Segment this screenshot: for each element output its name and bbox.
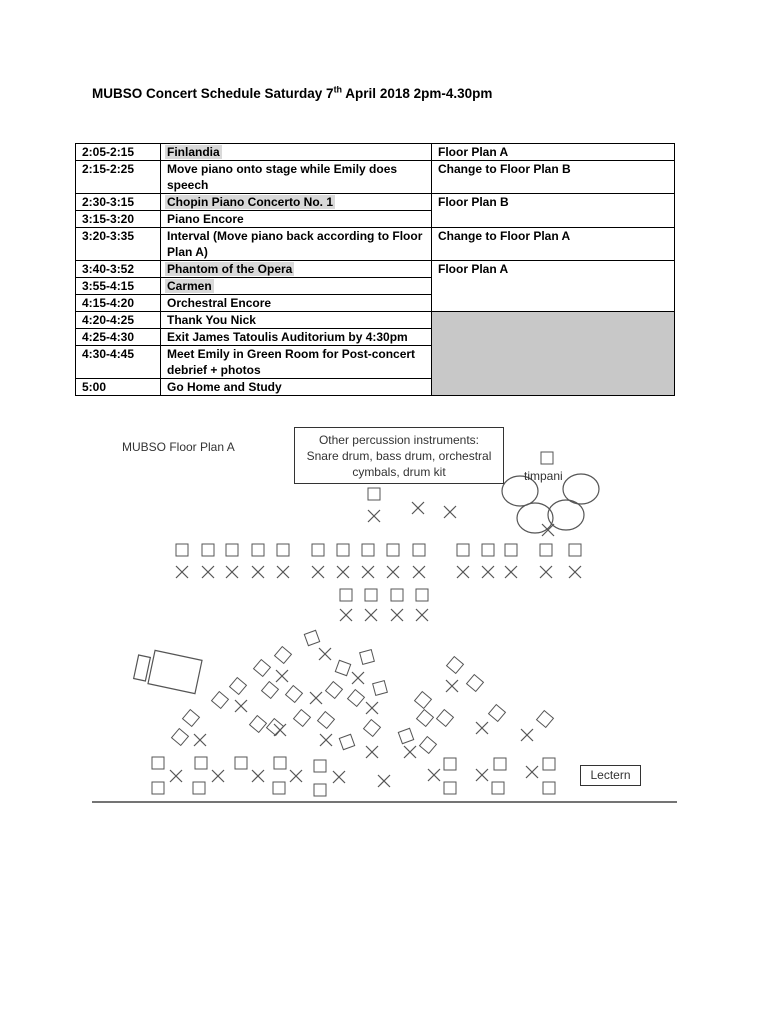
player-cross [226, 566, 238, 578]
chair-box [569, 544, 581, 556]
item-highlight: Carmen [167, 279, 212, 293]
chair-box [286, 686, 303, 703]
chair-box [277, 544, 289, 556]
piano-body [148, 650, 202, 693]
chair-box [360, 650, 375, 665]
player-cross [387, 566, 399, 578]
player-cross [569, 566, 581, 578]
chair-box [202, 544, 214, 556]
time-cell: 2:15-2:25 [76, 161, 161, 194]
player-cross [252, 566, 264, 578]
player-cross [413, 566, 425, 578]
player-cross [416, 609, 428, 621]
chair-box [274, 757, 286, 769]
chair-box [339, 734, 354, 749]
chair-box [152, 757, 164, 769]
item-cell: Move piano onto stage while Emily does speech [161, 161, 432, 194]
chair-box [318, 712, 335, 729]
chair-box [457, 544, 469, 556]
chair-box [294, 710, 311, 727]
player-cross [476, 769, 488, 781]
lectern-label: Lectern [590, 768, 631, 782]
plan-cell: Floor Plan A [432, 144, 675, 161]
chair-box [193, 782, 205, 794]
player-cross [521, 729, 533, 741]
chair-box [252, 544, 264, 556]
player-cross [505, 566, 517, 578]
chair-box [362, 544, 374, 556]
chair-box [489, 705, 506, 722]
chair-box [444, 758, 456, 770]
player-cross [194, 734, 206, 746]
chair-box [262, 682, 279, 699]
player-cross [333, 771, 345, 783]
player-cross [428, 769, 440, 781]
time-cell: 2:05-2:15 [76, 144, 161, 161]
item-cell: Interval (Move piano back according to Floor Plan A) [161, 228, 432, 261]
player-cross [476, 722, 488, 734]
item-cell: Orchestral Encore [161, 295, 432, 312]
player-cross [202, 566, 214, 578]
chair-box [437, 710, 454, 727]
plan-cell: Floor Plan B [432, 194, 675, 228]
chair-box [413, 544, 425, 556]
time-cell: 3:15-3:20 [76, 211, 161, 228]
chair-box [183, 710, 200, 727]
player-cross [340, 609, 352, 621]
player-cross [540, 566, 552, 578]
chair-box [314, 784, 326, 796]
player-cross [378, 775, 390, 787]
time-cell: 4:20-4:25 [76, 312, 161, 329]
player-cross [352, 672, 364, 684]
player-cross [404, 746, 416, 758]
player-cross [412, 502, 424, 514]
time-cell: 5:00 [76, 379, 161, 396]
time-cell: 3:20-3:35 [76, 228, 161, 261]
chair-box [254, 660, 271, 677]
timpani-circle [563, 474, 599, 504]
player-cross [290, 770, 302, 782]
chair-box [365, 589, 377, 601]
plan-cell: Change to Floor Plan B [432, 161, 675, 194]
chair-box [267, 719, 284, 736]
player-cross [319, 648, 331, 660]
piano-bench [134, 655, 151, 681]
player-cross [444, 506, 456, 518]
chair-box [250, 716, 267, 733]
player-cross [276, 670, 288, 682]
time-cell: 3:40-3:52 [76, 261, 161, 278]
chair-box [494, 758, 506, 770]
item-highlight: Chopin Piano Concerto No. 1 [167, 195, 334, 209]
chair-box [537, 711, 554, 728]
chair-box [304, 630, 319, 645]
chair-box [235, 757, 247, 769]
chair-box [543, 782, 555, 794]
player-cross [457, 566, 469, 578]
percussion-line: cymbals, drum kit [352, 465, 446, 479]
time-cell: 3:55-4:15 [76, 278, 161, 295]
player-cross [526, 766, 538, 778]
chair-box [195, 757, 207, 769]
player-cross [366, 746, 378, 758]
chair-box [540, 544, 552, 556]
title-superscript: th [333, 84, 343, 95]
chair-box [447, 657, 464, 674]
player-cross [312, 566, 324, 578]
chair-box [391, 589, 403, 601]
time-cell: 4:30-4:45 [76, 346, 161, 379]
player-cross [176, 566, 188, 578]
chair-box [348, 690, 365, 707]
item-cell: Meet Emily in Green Room for Post-concert debrief + photos [161, 346, 432, 379]
player-cross [310, 692, 322, 704]
player-cross [252, 770, 264, 782]
chair-box [176, 544, 188, 556]
chair-box [368, 488, 380, 500]
chair-box [467, 675, 484, 692]
chair-box [312, 544, 324, 556]
player-cross [235, 700, 247, 712]
chair-box [444, 782, 456, 794]
chair-box [492, 782, 504, 794]
plan-cell: Change to Floor Plan A [432, 228, 675, 261]
player-cross [212, 770, 224, 782]
chair-box [416, 589, 428, 601]
chair-box [417, 710, 434, 727]
item-highlight: Phantom of the Opera [167, 262, 293, 276]
player-cross [337, 566, 349, 578]
chair-box [273, 782, 285, 794]
player-cross [368, 510, 380, 522]
item-cell: Piano Encore [161, 211, 432, 228]
player-cross [446, 680, 458, 692]
player-cross [362, 566, 374, 578]
chair-box [387, 544, 399, 556]
player-cross [277, 566, 289, 578]
item-cell: Exit James Tatoulis Auditorium by 4:30pm [161, 329, 432, 346]
chair-box [364, 720, 381, 737]
player-cross [482, 566, 494, 578]
plan-cell: Floor Plan A [432, 261, 675, 312]
chair-box [543, 758, 555, 770]
chair-box [335, 660, 350, 675]
chair-box [373, 681, 388, 696]
player-cross [365, 609, 377, 621]
timpani-circle [548, 500, 584, 530]
item-cell: Thank You Nick [161, 312, 432, 329]
item-highlight: Finlandia [167, 145, 220, 159]
timpani-label: timpani [524, 469, 563, 483]
chair-box [172, 729, 189, 746]
chair-box [314, 760, 326, 772]
chair-box [337, 544, 349, 556]
chair-box [152, 782, 164, 794]
player-cross [391, 609, 403, 621]
chair-box [415, 692, 432, 709]
title-main: MUBSO Concert Schedule Saturday 7 [92, 86, 334, 101]
time-cell: 4:15-4:20 [76, 295, 161, 312]
percussion-line: Snare drum, bass drum, orchestral [306, 449, 492, 463]
lectern-box [580, 765, 641, 786]
time-cell: 2:30-3:15 [76, 194, 161, 211]
chair-box [275, 647, 292, 664]
title-rest: April 2018 2pm-4.30pm [342, 86, 493, 101]
item-cell: Go Home and Study [161, 379, 432, 396]
chair-box [340, 589, 352, 601]
chair-box [326, 682, 343, 699]
chair-box [398, 728, 413, 743]
chair-box [505, 544, 517, 556]
time-cell: 4:25-4:30 [76, 329, 161, 346]
percussion-line: Other percussion instruments: [318, 433, 480, 447]
chair-box [482, 544, 494, 556]
player-cross [320, 734, 332, 746]
player-cross [542, 524, 554, 536]
percussion-note [294, 427, 504, 484]
chair-box [541, 452, 553, 464]
player-cross [366, 702, 378, 714]
chair-box [212, 692, 229, 709]
timpani-circle [517, 503, 553, 533]
player-cross [170, 770, 182, 782]
chair-box [230, 678, 247, 695]
chair-box [420, 737, 437, 754]
floor-plan-title: MUBSO Floor Plan A [122, 440, 235, 454]
chair-box [226, 544, 238, 556]
